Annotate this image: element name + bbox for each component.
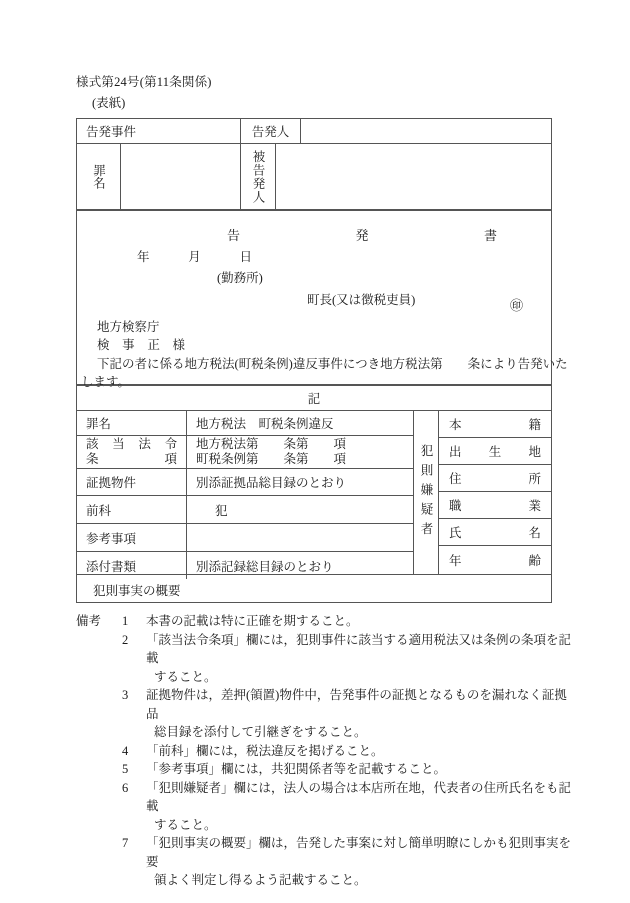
evidence-value-cell[interactable] — [187, 469, 413, 495]
crime-name-label: 罪名 — [91, 164, 106, 189]
list-item — [76, 631, 576, 668]
law-ch5: 条 — [86, 452, 99, 466]
notes-spacer — [76, 779, 122, 816]
workplace-label: (勤務所) — [217, 271, 263, 285]
note-continuation: すること。 — [154, 817, 217, 832]
note-text: 本書の記載は特に正確を期すること。 — [146, 614, 359, 628]
list-item — [76, 834, 576, 871]
note-number: 1 — [122, 614, 129, 628]
attachments-value-cell[interactable] — [187, 552, 413, 579]
row-label: 証拠物件 — [86, 476, 137, 490]
prosecutor-ch2: 事 — [122, 338, 135, 352]
field-ch-b: 生 — [488, 445, 502, 459]
details-left-column — [77, 411, 413, 574]
crime-value-cell[interactable] — [187, 411, 413, 435]
note-text: 「参考事項」欄には，共犯関係者等を記載すること。 — [146, 762, 447, 776]
field-ch-a: 職 — [449, 499, 462, 513]
table-row — [77, 469, 413, 496]
letter-body-line1: 下記の者に係る地方税法(町税条例)違反事件につき地方税法第 条により告発いた — [97, 357, 568, 371]
crime-name-value — [121, 144, 240, 209]
case-label-cell — [77, 119, 241, 143]
list-item[interactable] — [439, 546, 551, 574]
attachments-label-cell — [77, 552, 187, 579]
date-month: 月 — [188, 250, 201, 264]
list-item — [76, 779, 576, 816]
law-article-value — [187, 436, 413, 468]
notes-spacer — [76, 834, 122, 871]
note-number: 4 — [122, 743, 129, 758]
evidence-label-cell — [77, 469, 187, 495]
field-ch-b: 名 — [528, 526, 541, 540]
field-ch-a: 本 — [449, 418, 462, 432]
notes-spacer — [76, 668, 122, 687]
law-article-label-line1 — [77, 437, 186, 452]
law-ch6: 項 — [164, 452, 177, 466]
accuser-value-cell[interactable] — [301, 119, 551, 143]
accused-value — [276, 144, 551, 209]
details-table — [76, 385, 552, 603]
row-value: 別添記録総目録のとおり — [196, 559, 334, 574]
row-label: 添付書類 — [86, 559, 137, 574]
letter-title-ch2: 発 — [355, 228, 369, 243]
field-ch-a: 出 — [449, 445, 462, 459]
list-item[interactable] — [439, 438, 551, 465]
note-continuation: 総目録を添付して引継ぎをすること。 — [154, 725, 367, 739]
prior-record-value-cell[interactable] — [187, 496, 413, 523]
crime-label-cell — [77, 411, 187, 435]
notes-spacer — [76, 723, 122, 742]
row-value: 犯 — [215, 503, 228, 518]
row-label: 前科 — [86, 503, 112, 518]
law-article-label-cell — [77, 436, 187, 468]
notes-spacer — [76, 631, 122, 668]
field-ch-a: 年 — [449, 554, 462, 568]
summary-label: 犯則事実の概要 — [93, 584, 181, 598]
law-article-value-cell[interactable] — [187, 436, 413, 468]
law-ch1: 該 — [86, 437, 99, 451]
remarks-value-cell[interactable] — [187, 524, 413, 551]
table-row — [77, 496, 413, 524]
field-ch-b: 所 — [528, 472, 541, 486]
row-value: 地方税法 町税条例違反 — [196, 417, 334, 431]
date-day: 日 — [239, 250, 252, 264]
list-item — [76, 742, 576, 761]
letter-title — [227, 225, 497, 244]
suspect-label-cell — [413, 411, 439, 574]
note-continuation: 領よく判定し得るよう記載すること。 — [154, 873, 367, 887]
list-item[interactable] — [439, 519, 551, 546]
field-ch-a: 氏 — [449, 526, 462, 540]
note-text: 「犯則嫌疑者」欄には，法人の場合は本店所在地，代表者の住所氏名をも記載 — [146, 780, 572, 813]
seal-icon: ㊞ — [510, 298, 524, 313]
note-number: 5 — [122, 762, 129, 776]
field-ch-b: 齢 — [528, 554, 541, 568]
case-header-row — [77, 119, 551, 144]
field-ch-c: 地 — [528, 445, 541, 459]
accusation-letter-block — [76, 210, 568, 389]
law-ch4: 令 — [164, 437, 177, 451]
field-ch-b: 業 — [528, 499, 541, 513]
ki-row — [77, 386, 551, 411]
accused-label: 被告発人 — [251, 149, 265, 204]
field-ch-a: 住 — [449, 472, 462, 486]
note-number: 6 — [122, 780, 129, 795]
notes-spacer — [76, 742, 122, 761]
row-label: 罪名 — [86, 417, 112, 431]
notes-spacer — [76, 871, 122, 890]
note-number: 2 — [122, 632, 129, 647]
list-item — [76, 816, 576, 835]
details-grid — [77, 411, 551, 574]
list-item — [76, 612, 576, 631]
crime-name-label-cell — [77, 144, 121, 209]
accuser-label: 告発人 — [251, 125, 290, 139]
note-continuation: すること。 — [154, 669, 217, 684]
list-item — [76, 668, 576, 687]
case-label: 告発事件 — [86, 125, 137, 139]
letter-title-ch3: 書 — [483, 228, 497, 243]
note-text: 「該当法令条項」欄には，犯則事件に該当する適用税法又は条例の条項を記載 — [146, 632, 572, 665]
accuser-value — [301, 119, 551, 143]
note-spacer — [122, 816, 146, 835]
list-item — [76, 871, 576, 890]
table-row — [77, 552, 413, 579]
crime-name-row — [77, 144, 551, 209]
law-ch2: 当 — [112, 437, 125, 451]
list-item[interactable] — [439, 465, 551, 492]
law-article-label — [77, 436, 186, 468]
mayor-label: 町長(又は徴税吏員) — [307, 293, 416, 307]
accused-label-cell — [241, 144, 276, 209]
row-value: 地方税法第 条第 項 — [196, 437, 347, 451]
table-row — [77, 411, 413, 436]
note-spacer — [122, 723, 146, 742]
prosecutor-title-label — [97, 335, 185, 353]
accusation-case-table — [76, 118, 552, 210]
prosecutor-ch4: 様 — [172, 338, 185, 352]
accused-value-cell[interactable] — [276, 144, 551, 209]
law-article-label-line2 — [77, 452, 186, 467]
list-item — [76, 686, 576, 723]
suspect-label: 犯則嫌疑者 — [419, 443, 433, 542]
notes-spacer — [76, 816, 122, 835]
notes-section — [76, 612, 576, 890]
accuser-label-cell — [241, 119, 301, 143]
prior-record-label-cell — [77, 496, 187, 523]
notes-spacer — [76, 760, 122, 779]
row-label: 参考事項 — [86, 531, 137, 546]
note-spacer — [122, 871, 146, 890]
field-ch-b: 籍 — [528, 418, 541, 432]
note-text: 証拠物件は，差押(領置)物件中，告発事件の証拠となるものを漏れなく証拠品 — [146, 688, 567, 721]
prosecutor-ch3: 正 — [147, 338, 160, 352]
law-ch3: 法 — [138, 437, 151, 451]
note-number: 3 — [122, 688, 129, 702]
notes-caption: 備考 — [76, 614, 102, 628]
suspect-fields-column — [439, 411, 551, 574]
row-value-2: 町税条例第 条第 項 — [196, 452, 347, 466]
table-row — [77, 524, 413, 552]
date-line[interactable] — [137, 247, 252, 265]
note-text: 「犯則事実の概要」欄は，告発した事案に対し簡単明瞭にしかも犯則事実を要 — [146, 836, 572, 869]
note-number: 7 — [122, 836, 129, 850]
list-item[interactable] — [439, 411, 551, 438]
cover-label: (表紙) — [92, 96, 126, 110]
note-spacer — [122, 668, 146, 687]
table-row — [77, 436, 413, 469]
date-year: 年 — [137, 250, 150, 264]
remarks-label-cell — [77, 524, 187, 551]
letter-title-ch1: 告 — [227, 228, 241, 243]
list-item[interactable] — [439, 492, 551, 519]
prosecutors-office-label: 地方検察庁 — [97, 320, 160, 334]
note-text: 「前科」欄には，税法違反を掲げること。 — [146, 743, 384, 758]
form-number: 様式第24号(第11条関係) — [76, 75, 212, 89]
row-value — [187, 524, 413, 551]
ki-label: 記 — [307, 392, 321, 406]
letter-body-line2: します。 — [81, 375, 131, 389]
list-item — [76, 760, 576, 779]
list-item — [76, 723, 576, 742]
notes-spacer — [76, 686, 122, 723]
prosecutor-ch1: 検 — [97, 338, 110, 352]
crime-name-value-cell[interactable] — [121, 144, 241, 209]
row-value: 別添証拠品総目録のとおり — [196, 476, 347, 490]
